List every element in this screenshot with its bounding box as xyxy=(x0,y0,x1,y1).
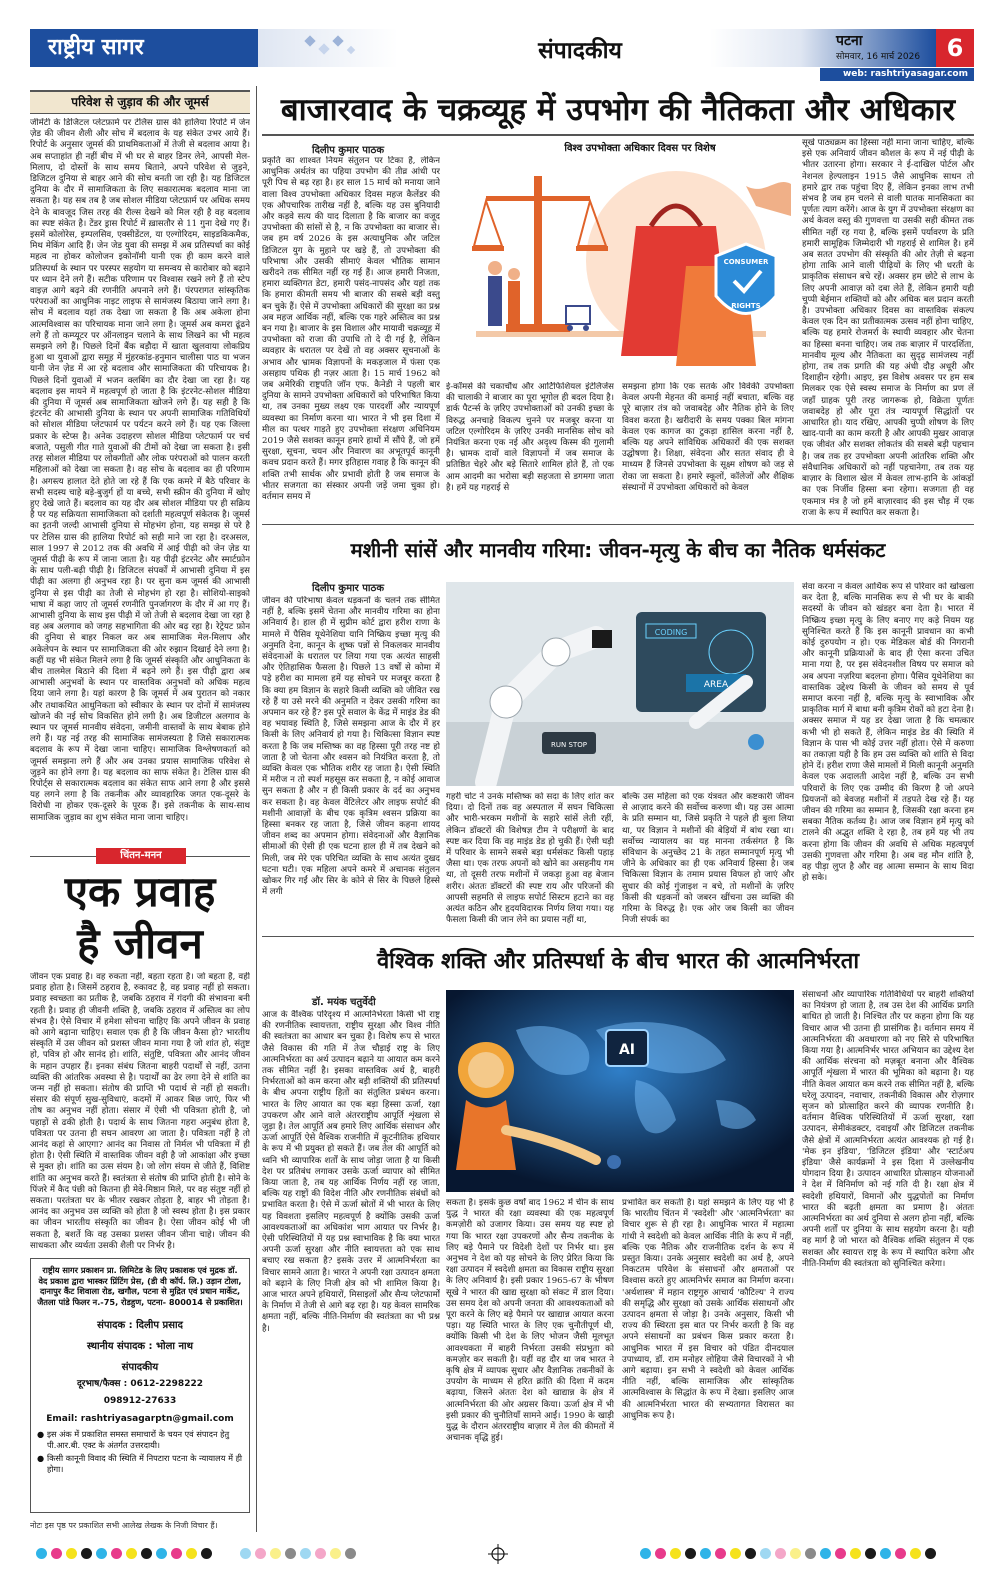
hud-label: RUN STOP xyxy=(551,741,587,749)
divider xyxy=(30,856,96,857)
ai-chip-label: AI xyxy=(618,1042,636,1058)
article-headline: परिवेश से जुड़ाव की और जूमर्स xyxy=(30,90,250,114)
article2-column: जीवन की परिभाषा केवल धड़कनों के चलने तक सीमित नहीं है, बल्कि इसमें चेतना और मानवीय गरिमा का होना अनिवार्य है। हाल ही में सुप्रीम कोर्ट द्वारा हरीश राणा के मामले में पैसिव यूथेनेशिया यानि निष्क्रिय इच्छा मृत्यु की अनुमति देना, कानून के शुष्क पन्नों से निकलकर मानवीय संवेदनाओं के धरातल पर लिया गया एक अत्यंत साहसी और ऐतिहासिक फैसला है। पिछले 13 वर्षों से कोमा में पड़े हरीश का मामला हमें यह सोचने पर मजबूर करता है कि क्या हम विज्ञान के सहारे किसी व्यक्ति को जीवित रख रहे हैं या उसे मरने की अनुमति न देकर उसकी गरिमा का अपमान कर रहे हैं? इस पूरे सवाल के केंद्र में माइंड डेड की वह भयावह स्थिति है, जिसे समझना आज के दौर में हर किसी के लिए अनिवार्य हो गया है। चिकित्सा विज्ञान स्पष्ट करता है कि जब मस्तिष्क का वह हिस्सा पूरी तरह नष्ट हो जाता है जो चेतना और श्वसन को नियंत्रित करता है, तो व्यक्ति केवल एक भौतिक शरीर रह जाता है। ऐसी स्थिति में मरीज न तो स्पर्श महसूस कर सकता है, न कोई आवाज सुन सकता है और न ही किसी प्रकार के दर्द का अनुभव कर सकता है। वह केवल वेंटिलेटर और लाइफ सपोर्ट की मशीनी आवाज़ों के बीच एक कृत्रिम श्वसन प्रक्रिया का हिस्सा बनकर रह जाता है, जिसे जीवन कहना शायद जीवन शब्द का अपमान होगा। संवेदनाओं और वैज्ञानिक सीमाओं की ऐसी ही एक घटना हाल ही में तब देखने को मिली, जब मेरे एक परिचित व्यक्ति के साथ अत्यंत दुखद घटना घटी। एक महिला अपने कमरे में अचानक संतुलन खोकर गिर गईं और सिर के कोने से सिर के पिछले हिस्से में लगी xyxy=(262,596,440,898)
divider xyxy=(262,134,974,136)
article3-byline: डॉ. मयंक चतुर्वेदी xyxy=(312,997,376,1008)
section-title: संपादकीय xyxy=(538,38,622,64)
divider xyxy=(262,524,974,525)
article2-byline: दिलीप कुमार पाठक xyxy=(312,583,385,594)
article3-column: संसाधनों और व्यापारिक गतिविधियों पर बाहरी शक्तियों का नियंत्रण हो जाता है, तब उस देश की आर्थिक प्रगति बाधित हो जाती है। निश्चित तौर पर कहना होगा कि यह विचार आज भी उतना ही प्रासंगिक है। वर्तमान समय में आत्मनिर्भरता की अवधारणा को नए सिरे से परिभाषित किया गया है। आत्मनिर्भर भारत अभियान का उद्देश्य देश की आर्थिक संरचना को मज़बूत बनाना और वैश्विक आपूर्ति शृंखला में भारत की भूमिका को बढ़ाना है। यह नीति केवल आयात कम करने तक सीमित नहीं है, बल्कि घरेलू उत्पादन, नवाचार, तकनीकी विकास और रोज़गार सृजन को प्रोत्साहित करने की व्यापक रणनीति है। वर्तमान वैश्विक परिस्थितियों में ऊर्जा सुरक्षा, रक्षा उत्पादन, सेमीकंडक्टर, दवाइयाँ और डिजिटल तकनीक जैसे क्षेत्रों में आत्मनिर्भरता अत्यंत आवश्यक हो गई है। 'मेक इन इंडिया', 'डिजिटल इंडिया' और 'स्टार्टअप इंडिया' जैसे कार्यक्रमों ने इस दिशा में उल्लेखनीय योगदान दिया है। उत्पादन आधारित प्रोत्साहन योजनाओं ने देश में विनिर्माण को नई गति दी है। रक्षा क्षेत्र में स्वदेशी हथियारों, विमानों और युद्धपोतों का निर्माण भारत की बढ़ती क्षमता का प्रमाण है। अंततः आत्मनिर्भरता का अर्थ दुनिया से अलग होना नहीं, बल्कि अपनी शर्तों पर दुनिया के साथ सहयोग करना है। यही वह मार्ग है जो भारत को वैश्विक शक्ति संतुलन में एक सशक्त और स्वायत्त राष्ट्र के रूप में स्थापित करेगा और नीति-निर्माण की स्वतंत्रता को सुनिश्चित करेगा। xyxy=(802,990,974,1269)
imprint-box xyxy=(30,1258,250,1513)
imprint-note: ● किसी कानूनी विवाद की स्थिति में निपटारा पटना के न्यायालय में ही होगा। xyxy=(37,1453,243,1474)
diamond-pattern-icon xyxy=(258,29,398,67)
article1-column: प्रकृति का शाश्वत नियम संतुलन पर टिका है, लेकिन आधुनिक अर्थतंत्र का पहिया उपभोग की तीव्र आंधी पर पूरी पिच से बढ़ रहा है। हर साल 15 मार्च को मनाया जाने वाला विश्व उपभोक्ता अधिकार दिवस महज कैलेंडर की एक औपचारिक तारीख नहीं है, बल्कि यह उस बुनियादी और कड़वे सत्य की याद दिलाता है कि बाजार का वजूद उपभोक्ता की सांसों से है, न कि उपभोक्ता का बाजार से। जब हम वर्ष 2026 के इस अत्याधुनिक और जटिल डिजिटल युग के मुहाने पर खड़े हैं, तो उपभोक्ता की परिभाषा और उसकी सीमाएं केवल भौतिक सामान खरीदने तक सीमित नहीं रह गई हैं। आज हमारी निजता, हमारा व्यक्तिगत डेटा, हमारी पसंद-नापसंद और यहां तक कि हमारा कीमती समय भी बाजार की सबसे बड़ी वस्तु बन चुके हैं। ऐसे में उपभोक्ता अधिकारों की सुरक्षा का प्रश्न अब महज आर्थिक नहीं, बल्कि एक गहरे अस्तित्व का प्रश्न बन गया है। बाजार के इस विशाल और मायावी चक्रव्यूह में उपभोक्ता को राजा की उपाधि तो दे दी गई है, लेकिन व्यवहार के धरातल पर देखें तो वह अक्सर सूचनाओं के अभाव और भ्रामक विज्ञापनों के मकड़जाल में फंसा एक असहाय पथिक ही नज़र आता है। 15 मार्च 1962 को जब अमेरिकी राष्ट्रपति जॉन एफ. कैनेडी ने पहली बार दुनिया के सामने उपभोक्ता अधिकारों को परिभाषित किया था, तब उनका मुख्य लक्ष्य एक पारदर्शी और न्यायपूर्ण व्यवस्था का निर्माण करना था। भारत ने भी इस दिशा में मील का पत्थर गाड़ते हुए उपभोक्ता संरक्षण अधिनियम 2019 जैसे सशक्त कानून हमारे हाथों में सौंपे हैं, जो हमें सुरक्षा, सूचना, चयन और निवारण का अभूतपूर्व कानूनी कवच प्रदान करते हैं। मगर इतिहास गवाह है कि कानून की शक्ति तभी सार्थक और प्रभावी होती है जब समाज के भीतर सजगता का संस्कार अपनी जड़ें जमा चुका हो। वर्तमान समय में xyxy=(262,156,440,503)
article3-column: सकता है। इसके कुछ वर्षों बाद 1962 में चीन के साथ युद्ध ने भारत की रक्षा व्यवस्था की एक महत्वपूर्ण कमज़ोरी को उजागर किया। उस समय यह स्पष्ट हो गया कि भारत रक्षा उपकरणों और सैन्य तकनीक के लिए बड़े पैमाने पर विदेशी देशों पर निर्भर था। इस अनुभव ने देश को यह सोचने के लिए प्रेरित किया कि रक्षा उत्पादन में स्वदेशी क्षमता का विकास राष्ट्रीय सुरक्षा के लिए अनिवार्य है। इसी प्रकार 1965-67 के भीषण सूखे ने भारत की खाद्य सुरक्षा को संकट में डाल दिया। उस समय देश को अपनी जनता की आवश्यकताओं को पूरा करने के लिए बड़े पैमाने पर खाद्यान्न आयात करना पड़ा। यह स्थिति भारत के लिए एक चुनौतीपूर्ण थी, क्योंकि किसी भी देश के लिए भोजन जैसी मूलभूत आवश्यकता में बाहरी निर्भरता उसकी संप्रभुता को कमज़ोर कर सकती है। यहीं वह दौर था जब भारत ने कृषि क्षेत्र में व्यापक सुधार और वैज्ञानिक तकनीकों के उपयोग के माध्यम से हरित क्रांति की दिशा में कदम बढ़ाया, जिसने अंततः देश को खाद्यान्न के क्षेत्र में आत्मनिर्भरता की ओर अग्रसर किया। ऊर्जा क्षेत्र में भी इसी प्रकार की चुनौतियाँ सामने आईं। 1990 के खाड़ी युद्ध के दौरान अंतरराष्ट्रीय बाज़ार में तेल की कीमतों में अचानक वृद्धि हुई। xyxy=(446,1198,614,1444)
column-body: जीवन एक प्रवाह है। वह रुकता नहीं, बहता रहता है। जो बहता है, वही प्रवाह होता है। जिसमें ठहराव है, रुकावट है, वह प्रवाह नहीं हो सकता। प्रवाह स्वच्छता का प्रतीक है, जबकि ठहराव में गंदगी की संभावना बनी रहती है। प्रवाह ही जीवनी शक्ति है, जबकि ठहराव में अस्तित्व का लोप संभव है। ऐसे विचार में हमेशा सोचना चाहिए कि अपने जीवन के प्रवाह को आगे बढ़ाना चाहिए। सवाल एक ही है कि जीवन कैसा हो? भारतीय संस्कृति में उस जीवन को प्रशस्त जीवन माना गया है जो शांत हो, संतुष्ट हो, पवित्र हो और सानंद हो। शांति, संतुष्टि, पवित्रता और आनंद जीवन के महान उपहार हैं। इनका संबंध जितना बाहरी पदार्थों से नहीं, उतना व्यक्ति की आंतरिक अवस्था से है। पदार्थों का ढेर लगा देने से शांति का जन्म नहीं हो सकता। संतोष की प्राप्ति भी पदार्थ से नहीं हो सकती। संसार की संपूर्ण सुख-सुविधाएं, कदमों में आकर बिछ जाएं, फिर भी तोष का अनुभव नहीं होता। संसार में ऐसी भी पवित्रता होती है, जो पहाड़ों से ढकी होती है। पदार्थ के साथ जितना गहरा अनुबंध होता है, पवित्रता पर उतना ही सघन आवरण आ जाता है। पवित्रता नहीं है तो आनंद कहां से आएगा? आनंद का निवास तो निर्मल भी पवित्रता में ही होता है। ऐसी स्थिति में वास्तविक जीवन वही है जो आकांक्षा और इच्छा से मुक्त हो। शांति का उत्स संयम है। जो लोग संयम से जीते हैं, विशिष्ट शांति का अनुभव करते हैं। स्वतंत्रता से संतोष की प्राप्ति होती है। सोने के पिंजरे में कैद पंछी को कितना ही मेवे-मिष्ठान मिले, पर वह संतुष्ट नहीं हो सकता। परतंत्रता घर के भीतर रखकर तोड़ता है, बाहर भी तोड़ता है। आनंद का अनुभव उस व्यक्ति को होता है जो स्वस्थ होता है। इस प्रकार का जीवन भारतीय संस्कृति का जीवन है। ऐसा जीवन कोई भी जी सकता है, बशर्ते कि वह उसका प्रशस्त जीवन जीना चाहे। जीवन की साधकता और व्यर्थता उसकी शैली पर निर्भर है। xyxy=(30,972,250,1251)
article3-column: आज के वैश्विक परिदृश्य में आत्मनिर्भरता किसी भी राष्ट्र की रणनीतिक स्वायत्तता, राष्ट्रीय सुरक्षा और विश्व नीति की स्वतंत्रता का आधार बन चुका है। विशेष रूप से भारत जैसे विकास की गति में तेज चौड़ाई राष्ट्र के लिए आत्मनिर्भरता का अर्थ उत्पादन बढ़ाने या आयात कम करने तक सीमित नहीं है। इसका वास्तविक अर्थ है, बाहरी निर्भरताओं को कम करना और बड़ी शक्तियों की प्रतिस्पर्धा के बीच अपना राष्ट्रीय हितों का संतुलित प्रबंधन करना। भारत के लिए आयात का एक बड़ा हिस्सा ऊर्जा, रक्षा उपकरण और आने वाले अंतरराष्ट्रीय आपूर्ति शृंखला से जुड़ा है। तेल आपूर्ति अब हमारे लिए आर्थिक संसाधन और ऊर्जा आपूर्ति ऐसे वैश्विक राजनीति में कूटनीतिक हथियार के रूप में भी प्रयुक्त हो सकते हैं। जब तेल की आपूर्ति को ध्वनि भी व्यापारिक शर्तों के साथ जोड़ा जाता है या किसी देश पर प्रतिबंध लगाकर उसके ऊर्जा व्यापार को सीमित किया जाता है, तब यह आर्थिक निर्णय नहीं रह जाता, बल्कि यह राष्ट्रों की विदेश नीति और रणनीतिक संबंधों को प्रभावित करता है। ऐसे में ऊर्जा स्रोतों में भी भारत के लिए यह विवशता इसलिए महत्वपूर्ण है क्योंकि उसकी ऊर्जा आवश्यकताओं का अधिकांश भाग आयात पर निर्भर है। ऐसी परिस्थितियों में यह प्रश्न स्वाभाविक है कि क्या भारत अपनी ऊर्जा सुरक्षा और नीति स्वायत्तता को एक साथ बचाए रख सकता है? इसके उत्तर में आत्मनिर्भरता का विचार सामने आता है। भारत ने अपनी रक्षा उत्पादन क्षमता को बढ़ाने के लिए निजी क्षेत्र को भी शामिल किया है। आज भारत अपने हथियारों, मिसाइलों और सैन्य प्लेटफार्मों के निर्माण में तेजी से आगे बढ़ रहा है। यह केवल सामरिक क्षमता नहीं, बल्कि नीति-निर्माण की स्वतंत्रता का भी प्रश्न है। xyxy=(262,1010,440,1334)
issue-date: सोमवार, 16 मार्च 2026 xyxy=(836,52,921,62)
registration-mark-icon xyxy=(488,1544,508,1564)
website-url: web: rashtriyasagar.com xyxy=(820,68,974,81)
email-line[interactable]: Email: rashtriyasagarptn@gmail.com xyxy=(46,1414,234,1425)
article1-column: सूखे पाठ्यक्रम का हिस्सा नहीं माना जाना चाहिए, बल्कि इसे एक अनिवार्य जीवन कौशल के रूप में नई पीढ़ी के भीतर उतारना होगा। सरकार ने ई-दाखिल पोर्टल और नेशनल हेल्पलाइन 1915 जैसे आधुनिक साधन तो हमारे द्वार तक पहुंचा दिए हैं, लेकिन इनका लाभ तभी संभव है जब हम चलने से वाली घातक मानसिकता का पूर्णतः त्याग करेंगे। आज के युग में उपभोक्ता संरक्षण का अर्थ केवल वस्तु की गुणवत्ता या उसकी सही कीमत तक सीमित नहीं रह गया है, बल्कि इसमें पर्यावरण के प्रति हमारी सामूहिक जिम्मेदारी भी गहराई से शामिल है। हमें अब सतत उपभोग की संस्कृति की ओर तेज़ी से बढ़ना होगा ताकि आने वाली पीढ़ियों के लिए भी धरती के प्राकृतिक संसाधन बचे रहें। अक्सर हम छोटे से लाभ के लिए अपनी आवाज़ को दबा लेते हैं, लेकिन हमारी यही चुप्पी बेईमान शक्तियों को और अधिक बल प्रदान करती है। उपभोक्ता अधिकार दिवस का वास्तविक संकल्प केवल एक दिन का प्रतीकात्मक उत्सव नहीं होना चाहिए, बल्कि यह हमारे रोजमर्रा के स्थायी व्यवहार और चेतना का हिस्सा बनना चाहिए। जब तक बाज़ार में पारदर्शिता, मानवीय मूल्य और नैतिकता का सुदृढ़ सामंजस्य नहीं होगा, तब तक प्रगति की यह अंधी दौड़ अधूरी और दिशाहीन रहेगी। आइए, इस विशेष अवसर पर हम सब मिलकर एक ऐसे स्वस्थ समाज के निर्माण का प्रण लें जहाँ ग्राहक पूरी तरह जागरूक हो, विक्रेता पूर्णतः जवाबदेह हो और पूरा तंत्र न्यायपूर्ण सिद्धांतों पर आधारित हो। याद रखिए, आपकी चुप्पी शोषण के लिए खाद-पानी का काम करती है और आपकी मुखर आवाज़ एक जीवंत और सशक्त लोकतंत्र की सबसे बड़ी पहचान है। जब तक हर उपभोक्ता अपनी आंतरिक शक्ति और संवैधानिक अधिकारों को नहीं पहचानेगा, तब तक यह बाज़ार के विशाल खेल में केवल लाभ-हानि के आंकड़ों का एक निर्जीव हिस्सा बना रहेगा। सजगता ही वह एकमात्र मंत्र है जो हमें बाज़ारवाद की इस चौड़ में एक राजा के रूप में स्थापित कर सकता है। xyxy=(802,138,974,518)
divider xyxy=(186,856,250,857)
column-headline: एक प्रवाह xyxy=(64,867,216,916)
masthead xyxy=(30,29,974,81)
mobile-line: 098912-27633 xyxy=(103,1395,177,1406)
hud-label: CODING xyxy=(654,628,688,637)
article2-column: बल्कि उस महिला को एक यंत्रवत और कष्टकारी जीवन से आज़ाद करने की सर्वोच्च करुणा थी। यह उस आत्मा के प्रति सम्मान था, जिसे प्रकृति ने पहले ही बुला लिया था, पर विज्ञान ने मशीनों की बेड़ियों में बांध रखा था। सर्वोच्च न्यायालय का यह मानना तर्कसंगत है कि संविधान के अनुच्छेद 21 के तहत सम्मानपूर्ण मृत्यु भी जीने के अधिकार का ही एक अनिवार्य हिस्सा है। जब चिकित्सा विज्ञान के तमाम प्रयास विफल हो जाएं और सुधार की कोई गुंजाइश न बचे, तो मशीनों के ज़रिए किसी की धड़कनों को जबरन खींचना उस व्यक्ति की गरिमा के विरुद्ध है। एक ओर जब किसी का जीवन निजी संपर्क का xyxy=(622,792,794,926)
divider xyxy=(262,936,974,937)
article3-column: प्रभावित कर सकती है। यहां समझने के लिए यह भी है कि भारतीय चिंतन में 'स्वदेशी' और 'आत्मनिर्भरता' का विचार शुरू से ही रहा है। आधुनिक भारत में महात्मा गांधी ने स्वदेशी को केवल आर्थिक नीति के रूप में नहीं, बल्कि एक नैतिक और राजनीतिक दर्शन के रूप में प्रस्तुत किया। उनके अनुसार स्वदेशी का अर्थ है, अपने निकटतम परिवेश के संसाधनों और क्षमताओं पर विश्वास करते हुए आत्मनिर्भर समाज का निर्माण करना। 'अर्थशास्त्र' में महान राष्ट्रगुरु आचार्य 'कौटिल्य' ने राज्य की समृद्धि और सुरक्षा को उसके आर्थिक संसाधनों और उत्पादन क्षमता से जोड़ा है। उनके अनुसार, किसी भी राज्य की स्थिरता इस बात पर निर्भर करती है कि वह अपने संसाधनों का प्रबंधन किस प्रकार करता है। आधुनिक भारत में इस विचार को पंडित दीनदयाल उपाध्याय, डॉ. राम मनोहर लोहिया जैसे विचारकों ने भी आगे बढ़ाया। इन सभी ने स्वदेशी को केवल आर्थिक नीति नहीं, बल्कि सामाजिक और सांस्कृतिक आत्मविश्वास के सिद्धांत के रूप में देखा। इसलिए आज की आत्मनिर्भरता भारत की सभ्यतागत विरासत का आधुनिक रूप है। xyxy=(622,1198,794,1421)
bullet-icon: ● xyxy=(37,1453,45,1464)
article3-illustration xyxy=(446,990,794,1192)
color-registration-dots xyxy=(36,1548,212,1559)
article1-byline: दिलीप कुमार पाठक xyxy=(312,145,385,156)
article2-column: गहरी चोट ने उनके मस्तिष्क को सदा के लिए शांत कर दिया। दो दिनों तक वह अस्पताल में सघन चिकित्सा और भारी-भरकम मशीनों के सहारे सांसें लेती रहीं, लेकिन डॉक्टरों की विशेषज्ञ टीम ने परीक्षणों के बाद स्पष्ट कर दिया कि वह माइंड डेड हो चुकी हैं। ऐसी घड़ी में परिवार के सामने सबसे बड़ा धर्मसंकट किसी पहाड़ जैसा था। एक तरफ अपनों को खोने का असहनीय गम था, तो दूसरी तरफ मशीनों में जकड़ा हुआ वह बेजान शरीर। अंततः डॉक्टरों की स्पष्ट राय और परिजनों की आपसी सहमति से लाइफ सपोर्ट सिस्टम हटाने का वह अत्यंत कठिन और हृदयविदारक निर्णय लिया गया। यह फैसला किसी की जान लेने का प्रयास नहीं था, xyxy=(446,792,614,926)
office-label: संपादकीय xyxy=(121,1361,159,1373)
article1-headline: बाजारवाद के चक्रव्यूह में उपभोग की नैतिकता और अधिकार xyxy=(280,92,956,128)
world-map-ai-illustration xyxy=(446,990,794,1192)
column-divider xyxy=(256,86,257,1532)
color-registration-dots xyxy=(240,1548,356,1559)
phone-line: दूरभाष/फैक्स : 0612-2298222 xyxy=(77,1379,203,1390)
imprint-note: ● इस अंक में प्रकाशित समस्त समाचारों के चयन एवं संपादन हेतु पी.आर.बी. एक्ट के अंतर्गत उत्तरदायी। xyxy=(37,1428,230,1450)
article1-kicker: विश्व उपभोक्ता अधिकार दिवस पर विशेष xyxy=(564,143,716,154)
article1-illustration xyxy=(446,156,794,376)
editor-line: संपादक : दिलीप प्रसाद xyxy=(97,1320,183,1332)
page-number: 6 xyxy=(936,29,974,67)
color-registration-dots xyxy=(640,1548,936,1559)
brand-logo: राष्ट्रीय सागर xyxy=(30,29,258,67)
bullet-icon: ● xyxy=(37,1428,45,1439)
robot-arm-illustration xyxy=(446,582,794,786)
article2-headline: मशीनी सांसें और मानवीय गरिमा: जीवन-मृत्यु के बीच का नैतिक धर्मसंकट xyxy=(350,538,886,562)
imprint-text: राष्ट्रीय सागर प्रकाशन प्रा. लिमिटेड के लिए प्रकाशक एवं मुद्रक डॉ. वेद प्रकाश द्वारा भास्कर प्रिंटिंग प्रेस, (डी वी कॉर्प. लि.) उड़ान टोला, दानापुर कैंट शिवाला रोड, खगौल, पटना से मुद्रित एवं प्रधान मार्केट, जैतला पांडे फिलर न.-75, रोडहुण, पटना- 800014 से प्रकाशित। xyxy=(37,1265,243,1307)
hud-label: AREA xyxy=(703,680,729,690)
badge-text-line1: CONSUMER xyxy=(723,258,769,266)
local-editor-line: स्थानीय संपादक : भोला नाथ xyxy=(86,1340,194,1352)
article3-headline: वैश्विक शक्ति और प्रतिस्पर्धा के बीच भारत की आत्मनिर्भरता xyxy=(376,949,860,974)
city-name: पटना xyxy=(836,33,863,49)
article-body: जीमेंटी के डिजिटल प्लेटफ़ार्म पर टेलिस ग्रास की हालिया रिपोर्ट में जेन ज़ेड की जीवन शैली और सोच में बदलाव के यह संकेत उभर आये हैं। रिपोर्ट के अनुसार जूमर्स की प्राथमिकताओं में तेजी से बदलाव आया है। अब सप्ताहांत ही नहीं बीच में भी घर से बाहर डिनर लेने, आपसी मेल-मिलाप, दो दोस्तों के साथ समय बिताने, अपने परिवेश से जुड़ने, डिजिटल दुनिया से बाहर आने की सोच बनती जा रही है। यह डिजिटल दुनिया के दौर में सामाजिकता के लिए सकारात्मक बदलाव माना जा सकता है। यह सब तब है जब सोशल मीडिया प्लेटफ़ार्म पर अधिक समय देने के बावजूद जिस तरह की रील्स देखने को मिल रही है वह बदलाव का स्पष्ट संकेत है। टेंडर ड्रास रिपोर्ट में ख़ासतौर से 11 गुना देखे गए हैं। इसमें कोलोरेस, इम्पलसिव, एक्सीडेंटल, या एल्गोरिदम, साइडकिकमैक, मिथ मेकिंग आदि हैं। जेन जेड युवा की समझ में अब प्रतिस्पर्धा का कोई महत्व ना होकर कोलोजन इकोनॉमी यानी एक ही काम करने वाले प्रतिस्पर्धा के स्थान पर परस्पर सहयोग या समन्वय से कारोबार को बढ़ाने पर ध्यान देने लगे हैं। सटीक परिणाम पर विश्वास रखने लगे हैं तो स्टेप वाइज़ आगे बढ़ने की रणनीति अपनाने लगे हैं। पंरपरागत सांस्कृतिक परंपराओं का आधुनिक नाइट लाइफ से सामंजस्य बिठाया जाने लगा है। सोच में बदलाव यहां तक देखा जा सकता है कि अब अकेला होना आत्मविश्वास का परिचायक माना जाने लगा है। जूमर्स अब कमरा ढूंढने लगे हैं तो कम्प्यूटर पर ऑनलाइन चलाने के साथ लिखने का भी महत्व समझने लगे हैं। पिछले दिनों बैंक बड़ौदा में खाता खुलवाया लोकप्रिय हुआ था युवाओं द्वारा समूह में मुंहरकांड-हनुमान चालीसा पाठ या भजन यानी जेन ज़ेड में आ रहे बदलाव और सामाजिकता की परिचायक है। पिछले दिनों युवाओं में भजन क्लबिंग का दौर देखा जा रहा है। यह बदलाव इस मायने में महत्वपूर्ण हो जाता है कि इंटरनेट-सोशल मीडिया की दुनिया में जूमर्स अब सामाजिकता खोजने लगे हैं। यह सही है कि इंटरनेट की आभासी दुनिया के स्थान पर अपनी सामाजिक गतिविधियों को सोशल मीडिया प्लेटफार्म पर पर्यटन करने लगे हैं। यह एक जिल्ला प्रकार के स्टेप्स है। अनेक उदाहरण सोशल मीडिया प्लेटफार्म पर चर्च बजाते, पसुली गीत गाते युवाओं की टीमों को देखा जा सकता है। इसी तरह सोशल मीडिया पर लोकगीतों और लोक परंपराओं को पालन करती महिलाओं को देखा जा सकता है। वह सोच के बदलाव का ही परिणाम है। अगस्त्य हालात देते होते जा रहे हैं कि एक कमरे में बैठे परिवार के सभी सदस्य चाहे बड़े-बुजुर्ग हों या बच्चे, सभी स्क्रीन की दुनिया में खोए हुए देखे जाते हैं। बदलाव का यह दौर अब सोशल मीडिया पर ही सक्रिय है पर यह सक्रियता सामाजिकता को दर्शाती महत्वपूर्ण संकेतक है। जूमर्स का इतनी जल्दी आभासी दुनिया से मोहभंग होना, यह समझ से परे है पर टेलिस ग्रास की हालिया रिपोर्ट को सही माने जा रहा है। दरअसल, साल 1997 से 2012 तक की अवधि में आई पीढ़ी को जेन ज़ेड या जूमर्स पीढ़ी के रूप में जाना जाता है। यह पीढ़ी इंटरनेट और स्मार्टफ़ोन के साथ पली-बढ़ी पीढ़ी है। डिजिटल संपर्कों में आभासी दुनिया में इस पीढ़ी का अलगा ही अनुभव रहा है। पर सुना कम जूमर्स की आभासी दुनिया से इस पीढ़ी का तेजी से मोहभंग हो रहा है। सोशियो-साइको भाषा में कहा जाए तो जूमर्स रणनीति पुनर्जागरण के दौर में आ गए हैं। आभासी दुनिया के साथ इस पीढ़ी में जो तेजी से बदलाव देखा जा रहा है वह अब अलगाव को जगह सहभागिता की ओर बढ़ रहा है। रेट्रेयट फ़ोन की दुनिया से बाहर निकल कर अब सामाजिक मेल-मिलाप और अकेलेपन के स्थान पर सामाजिकता की ओर रुझान दिखाई देने लगा है। कहीं यह भी संकेत मिलने लगा है कि जूमर्स संस्कृति और आधुनिकता के बीच तालमेल बिठाने की दिशा में बढ़ने लगे हैं। इस पीढ़ी द्वारा अब आभासी अनुभवों के स्थान पर वास्तविक अनुभवों को अधिक महत्व दिया जाने लगा है। यहां कारण है कि जूमर्स में अब पुरातन को नकार और तथाकथित आधुनिकता को स्वीकार के स्थान पर दोनों में सामंजस्य खोजने की नई सोच विकसित होने लगी है। अब डिजीटल अलगाव के स्थान पर जूमर्स मानवीय संवेदना, जमीनी वास्तवों के साथ बेबाक होने लगे हैं। यह नई तरह की सामाजिक सामंजस्यता है जिसे सकारात्मक बदलाव के रूप में देखा जाना चाहिए। सामाजिक विश्लेषणकर्ता को जूमर्स समझना लगे हैं और अब उनका प्रयास सामाजिक परिवेश से जुड़ने का होने लगा है। यह बदलाव का साफ संकेत है। टेलिस ग्रास की रिपोर्ट्स से सकारात्मक बदलाव का संकेत साफ आने लगा है और इससे यह लगने लगा है कि तकनीक और व्यावहारिक जगत एक-दूसरे के विरोधी ना होकर एक-दूसरे के पूरक हैं। इसे तकनीक के साथ-साथ सामाजिक जुड़ाव का शुभ संकेत माना जाना चाहिए। xyxy=(30,118,250,823)
badge-text-line2: RIGHTS xyxy=(731,302,761,310)
article2-illustration xyxy=(446,582,794,786)
consumer-rights-illustration xyxy=(446,156,794,376)
category-tag: चिंतन-मनन xyxy=(96,848,186,864)
article2-column: सेवा करना न केवल आर्थिक रूप से परिवार को खोखला कर देता है, बल्कि मानसिक रूप से भी घर के बाकी सदस्यों के जीवन को खंडहर बना देता है। भारत में निष्क्रिय इच्छा मृत्यु के लिए बनाए गए कड़े नियम यह सुनिश्चित करते हैं कि इस कानूनी प्रावधान का कभी कोई दुरुपयोग न हो। एक मेडिकल बोर्ड की निगरानी और कानूनी प्रक्रियाओं के बाद ही ऐसा करना उचित माना गया है, पर इस संवेदनशील विषय पर समाज को अब अपना नज़रिया बदलना होगा। पैसिव यूथेनेशिया का वास्तविक उद्देश्य किसी के जीवन को समय से पूर्व समाप्त करना नहीं है, बल्कि मृत्यु के स्वाभाविक और प्राकृतिक मार्ग में बाधा बनी कृत्रिम रोकों को हटा देना है। अक्सर समाज में यह डर देखा जाता है कि चमत्कार कभी भी हो सकते हैं, लेकिन माइंड डेड की स्थिति में विज्ञान के पास भी कोई उत्तर नहीं होता। ऐसे में करुणा का तकाज़ा यही है कि हम उस व्यक्ति को शांति से विदा होने दें। हरीश राणा जैसे मामलों में मिली कानूनी अनुमति केवल एक अदालती आदेश नहीं है, बल्कि उन सभी परिवारों के लिए एक उम्मीद की किरण है जो अपने प्रियजनों को बेवजह मशीनों में तड़पते देख रहे हैं। यह जीवन की गरिमा का सम्मान है, जिसकी रक्षा करना हम सबका नैतिक कर्तव्य है। आज जब विज्ञान हमें मृत्यु को टालने की अद्भुत शक्ति दे रहा है, तब हमें यह भी तय करना होगा कि जीवन की अवधि से अधिक महत्वपूर्ण उसकी गुणवत्ता और गरिमा है। अब वह मौन शांति है, वह पीड़ा लुप्त है और वह आत्मा सम्मान के साथ विदा हो सके। xyxy=(802,582,974,884)
article1-column: ई-कॉमर्स की चकाचौंध और आर्टिफिशियल इंटेलिजेंस की चालाकी ने बाजार का पूरा भूगोल ही बदल दिया है। डार्क पैटर्न्स के ज़रिए उपभोक्ताओं को उनकी इच्छा के विरुद्ध अनचाहे विकल्प चुनने पर मजबूर करना या जटिल एल्गोरिदम के ज़रिए उनकी मानसिक सोच को नियंत्रित करना एक नई और अदृश्य किस्म की गुलामी है। भ्रामक दावों वाले विज्ञापनों में जब समाज के प्रतिष्ठित चेहरे और बड़े सितारे शामिल होते हैं, तो एक आम आदमी का भरोसा बड़ी सहजता से डगमगा जाता है। हमें यह गहराई से xyxy=(446,382,614,493)
column-headline: है जीवन xyxy=(77,919,203,968)
article1-column: समझना होगा कि एक सतर्क और विवेकी उपभोक्ता केवल अपनी मेहनत की कमाई नहीं बचाता, बल्कि वह पूरे बाज़ार तंत्र को जवाबदेह और नैतिक होने के लिए विवश करता है। खरीदारी के समय पक्का बिल मांगना केवल एक कागज का टुकड़ा हासिल करना नहीं है, बल्कि यह अपने सांविधिक अधिकारों की एक सशक्त उद्घोषणा है। शिक्षा, संवेदना और सतत संवाद ही वे माध्यम हैं जिनसे उपभोक्ता के सूक्ष्म शोषण को जड़ से रोका जा सकता है। हमारे स्कूलों, कॉलेजों और शैक्षिक संस्थानों में उपभोक्ता अधिकारों को केवल xyxy=(622,382,794,493)
masthead-decoration xyxy=(258,29,398,67)
footnote: नोटः इस पृष्ठ पर प्रकाशित सभी आलेख लेखक के निजी विचार हैं। xyxy=(30,1521,218,1530)
